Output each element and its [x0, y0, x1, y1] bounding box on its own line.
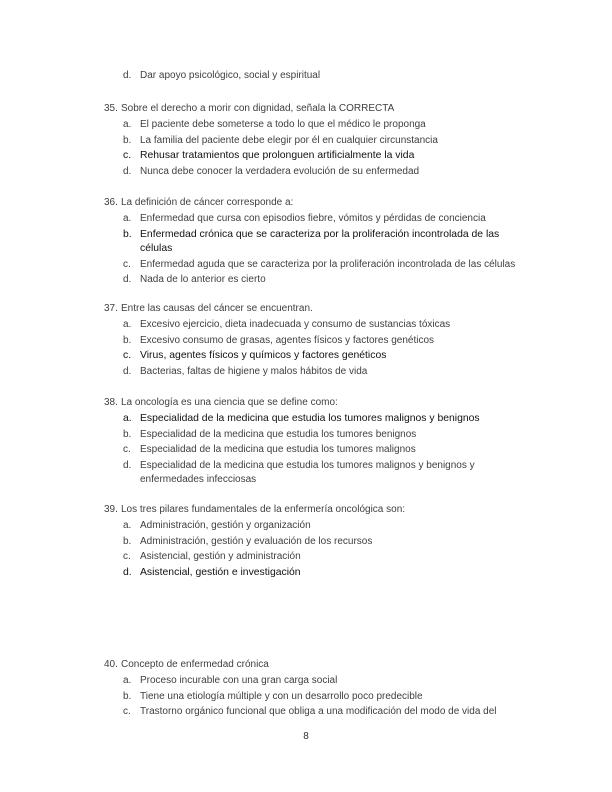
option-letter: a.	[123, 213, 132, 224]
option-text: La familia del paciente debe elegir por él en cualquier circunstancia	[140, 134, 438, 146]
option-letter: b.	[123, 228, 132, 240]
option-text: Especialidad de la medicina que estudia los tumores benignos	[140, 428, 417, 440]
option-letter: c.	[123, 551, 131, 562]
question-text: Concepto de enfermedad crónica	[121, 659, 269, 670]
option-letter: a.	[123, 675, 132, 686]
option-letter: d.	[123, 365, 132, 377]
top-option-text: Dar apoyo psicológico, social y espiritual	[140, 70, 321, 81]
question-number: 38.	[104, 397, 118, 408]
option-text: Enfermedad que cursa con episodios fiebre, vómitos y pérdidas de conciencia	[140, 213, 486, 224]
option-letter: d.	[123, 459, 132, 471]
option-text: Asistencial, gestión y administración	[140, 551, 301, 562]
question-number: 35.	[104, 103, 118, 114]
option-text: Especialidad de la medicina que estudia los tumores malignos	[140, 444, 416, 455]
option-letter: a.	[123, 413, 132, 424]
option-text: Proceso incurable con una gran carga social	[140, 675, 338, 686]
option-text: El paciente debe someterse a todo lo que el médico le proponga	[140, 119, 426, 130]
option-text: Excesivo ejercicio, dieta inadecuada y consumo de sustancias tóxicas	[140, 319, 451, 330]
option-letter: c.	[123, 706, 131, 717]
question-number: 36.	[104, 197, 118, 208]
correct-option-text: Rehusar tratamientos que prolonguen artificialmente la vida	[140, 150, 415, 161]
option-letter: b.	[123, 535, 132, 547]
option-text: Excesivo consumo de grasas, agentes físicos y factores genéticos	[140, 334, 435, 346]
question-text: Entre las causas del cáncer se encuentran.	[121, 303, 313, 314]
correct-option-text: Virus, agentes físicos y químicos y factores genéticos	[140, 350, 387, 361]
option-letter: b.	[123, 134, 132, 146]
option-text: Nada de lo anterior es cierto	[140, 274, 266, 285]
correct-option-text: Enfermedad crónica que se caracteriza por la proliferación incontrolada de las	[140, 228, 500, 240]
option-letter: c.	[123, 350, 132, 361]
option-letter: d.	[123, 566, 132, 578]
question-text: Los tres pilares fundamentales de la enfermería oncológica son:	[121, 504, 406, 515]
page-number: 8	[303, 731, 309, 742]
option-letter: b.	[123, 690, 132, 702]
option-text: enfermedades infecciosas	[140, 474, 257, 485]
option-text: Especialidad de la medicina que estudia los tumores malignos y benignos y	[140, 459, 475, 471]
correct-option-text: Asistencial, gestión e investigación	[140, 566, 301, 578]
option-letter: b.	[123, 428, 132, 440]
option-letter: a.	[123, 119, 132, 130]
option-letter: a.	[123, 319, 132, 330]
correct-option-text: células	[140, 243, 173, 254]
option-letter: b.	[123, 334, 132, 346]
question-number: 39.	[104, 504, 118, 515]
option-text: Trastorno orgánico funcional que obliga a una modificación del modo de vida del	[140, 706, 497, 717]
option-text: Nunca debe conocer la verdadera evolución de su enfermedad	[140, 165, 420, 177]
option-letter: d.	[123, 165, 132, 177]
correct-option-text: Especialidad de la medicina que estudia los tumores malignos y benignos	[140, 413, 480, 424]
question-text: La definición de cáncer corresponde a:	[121, 197, 294, 208]
option-letter: a.	[123, 520, 132, 531]
option-text: Enfermedad aguda que se caracteriza por la proliferación incontrolada de las células	[140, 258, 516, 270]
option-letter: c.	[123, 258, 131, 270]
option-text: Administración, gestión y organización	[140, 520, 311, 531]
option-letter: c.	[123, 150, 132, 161]
question-number: 40.	[104, 659, 118, 670]
top-option-letter: d.	[123, 70, 132, 81]
option-text: Tiene una etiología múltiple y con un desarrollo poco predecible	[140, 690, 423, 702]
question-text: La oncología es una ciencia que se define como:	[121, 397, 338, 408]
option-letter: d.	[123, 274, 132, 285]
option-text: Bacterias, faltas de higiene y malos hábitos de vida	[140, 365, 368, 377]
question-text: Sobre el derecho a morir con dignidad, señala la CORRECTA	[121, 103, 395, 114]
question-number: 37.	[104, 303, 118, 314]
option-letter: c.	[123, 444, 131, 455]
option-text: Administración, gestión y evaluación de los recursos	[140, 535, 373, 547]
